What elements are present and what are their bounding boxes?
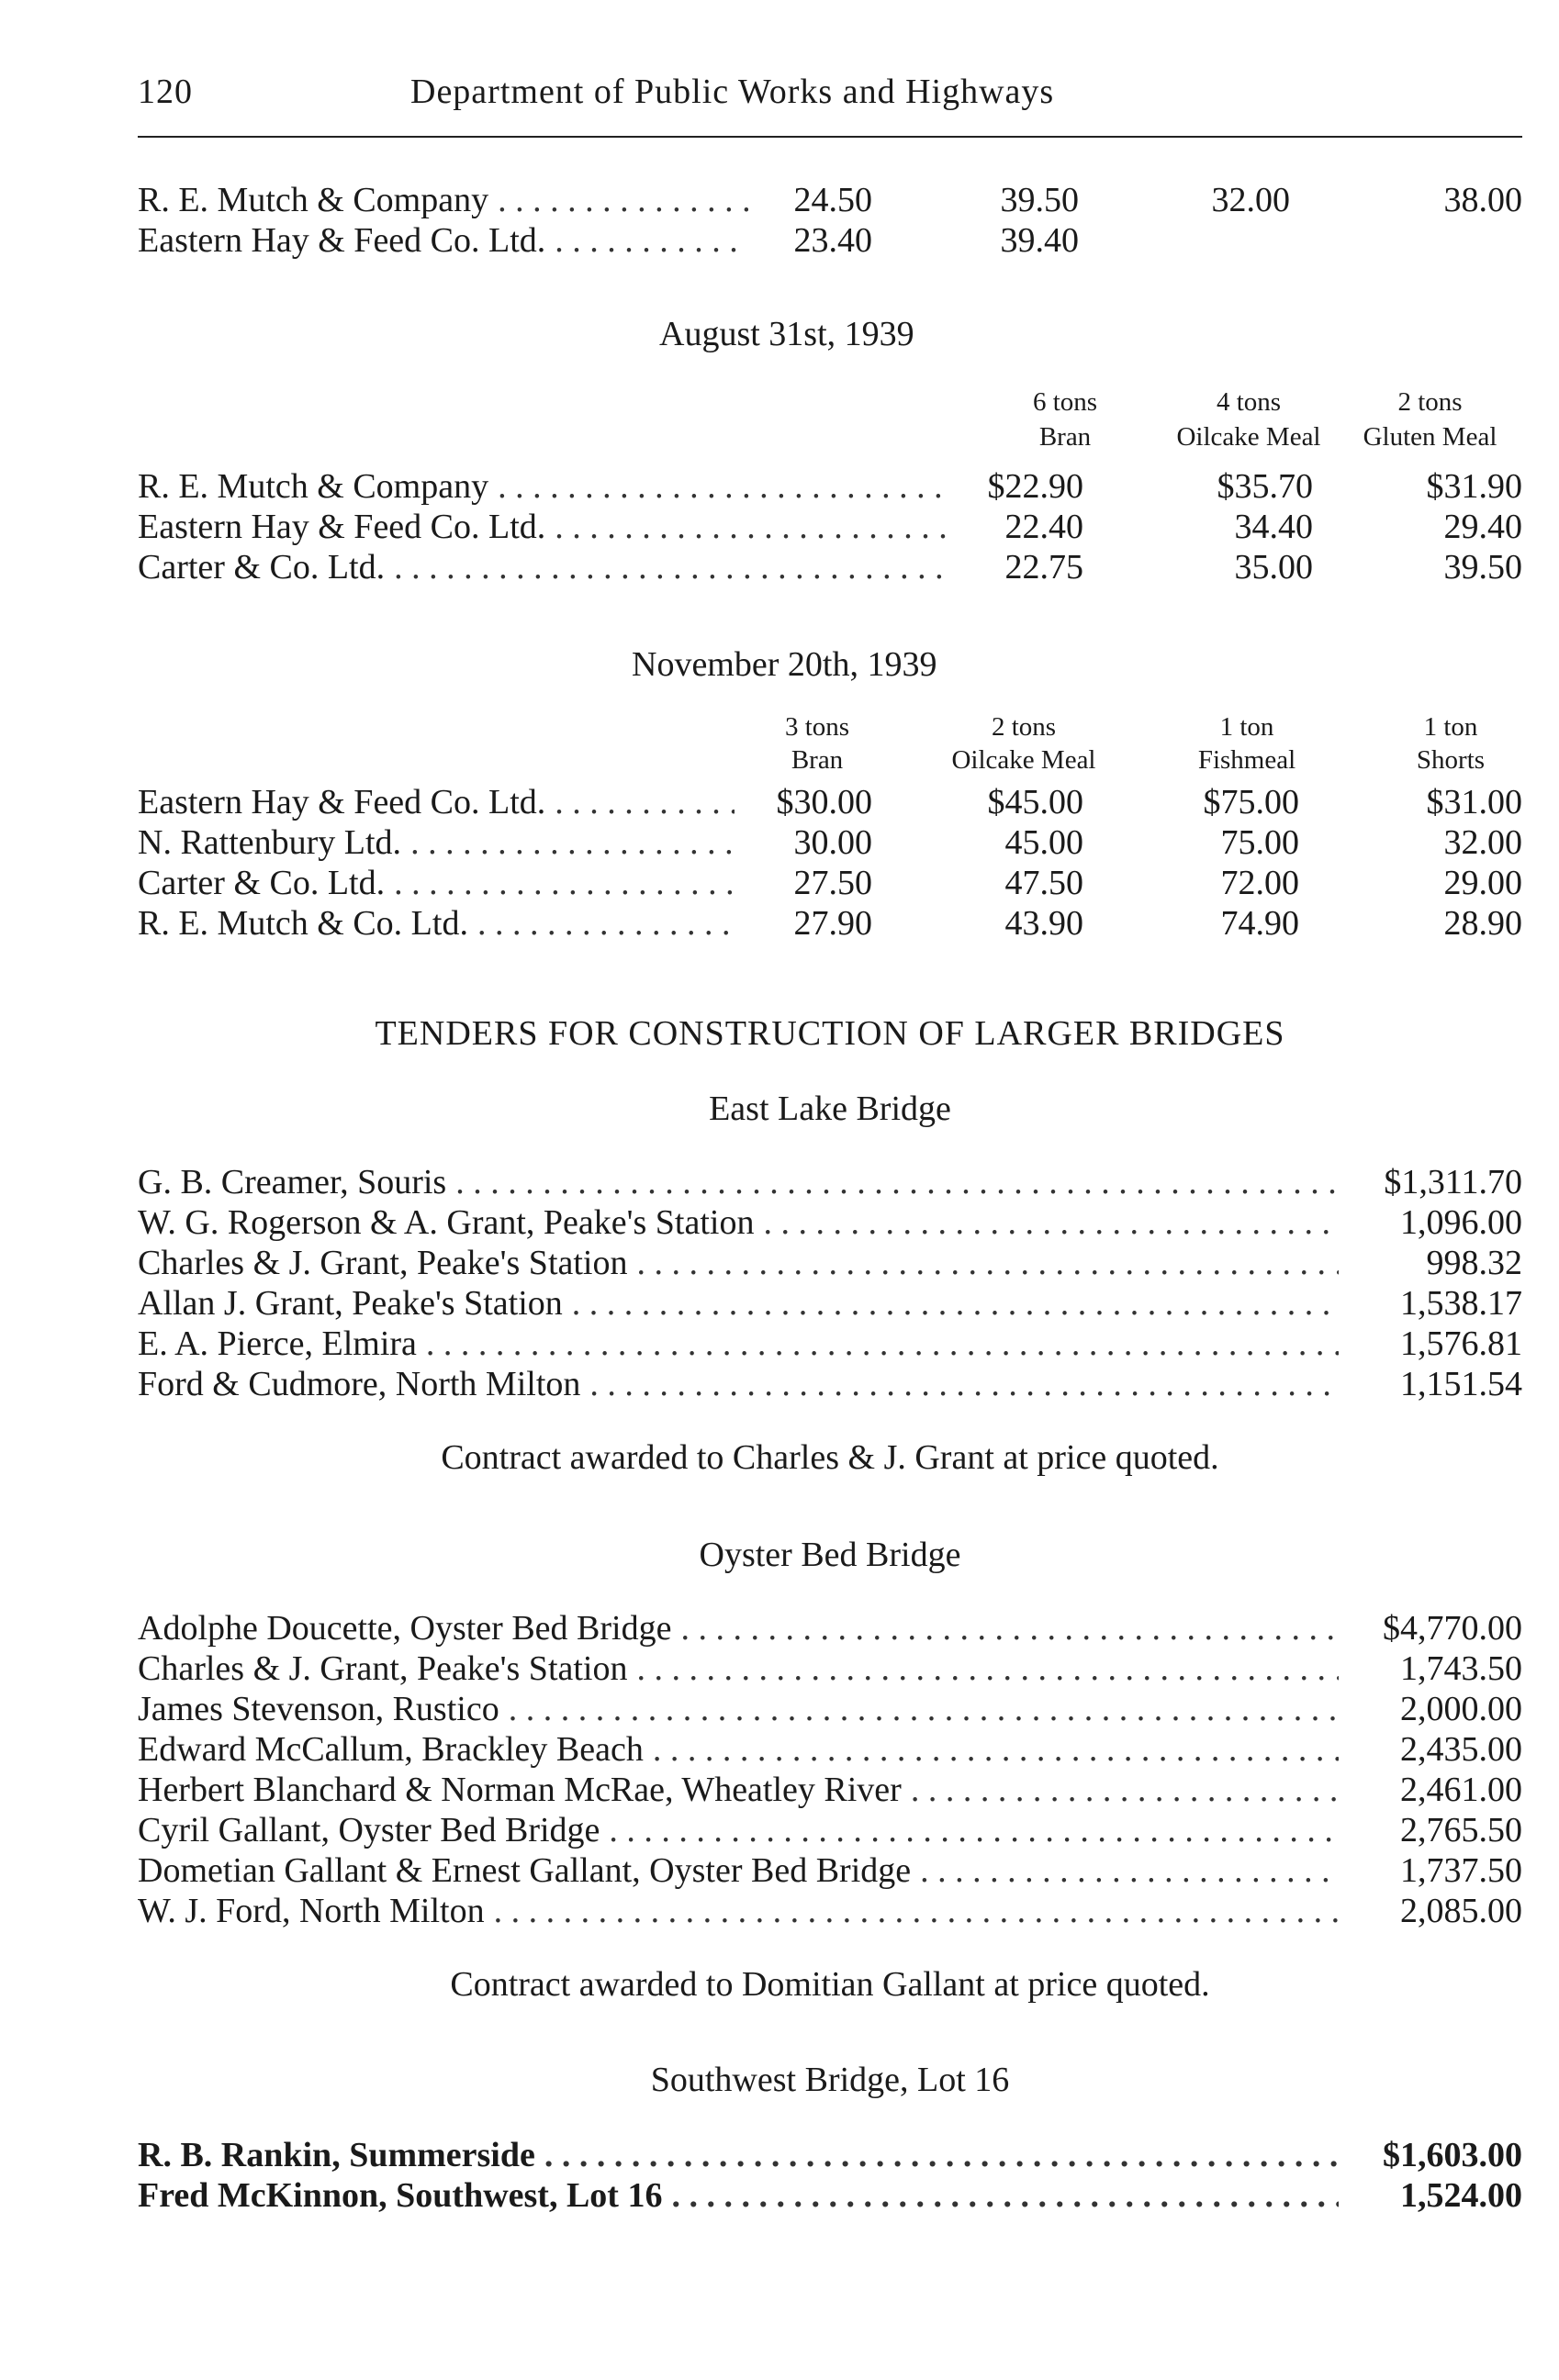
column-item: Shorts xyxy=(1416,745,1486,775)
column-item: Fishmeal xyxy=(1197,745,1296,775)
list-item: Charles & J. Grant, Peake's Station . . . 998.32 xyxy=(138,1243,1522,1283)
page-number: 120 xyxy=(138,73,193,111)
list-item: Edward McCallum, Brackley Beach . . . 2,435.00 xyxy=(138,1729,1522,1770)
list-item: R. B. Rankin, Summerside . . . $1,603.00 xyxy=(138,2135,1522,2175)
running-title: Department of Public Works and Highways xyxy=(410,73,1055,111)
column-item: Gluten Meal xyxy=(1363,422,1497,452)
column-qty: 1 ton xyxy=(1423,712,1478,742)
subsection-heading: Oyster Bed Bridge xyxy=(699,1536,961,1574)
table-row-name: Eastern Hay & Feed Co. Ltd. . . . xyxy=(138,507,946,547)
header-rule xyxy=(138,136,1522,138)
column-item: Bran xyxy=(791,745,844,775)
list-item: E. A. Pierce, Elmira . . . 1,576.81 xyxy=(138,1324,1522,1364)
list-item: Ford & Cudmore, North Milton . . . 1,151.54 xyxy=(138,1364,1522,1404)
list-item: Adolphe Doucette, Oyster Bed Bridge . . . $4,770.00 xyxy=(138,1608,1522,1648)
column-item: Oilcake Meal xyxy=(1176,422,1321,452)
table-cell: $22.90 xyxy=(987,467,1083,506)
table-cell: 43.90 xyxy=(1004,904,1083,943)
award-note: Contract awarded to Domitian Gallant at price quoted. xyxy=(450,1965,1210,2004)
table-row-name: R. E. Mutch & Company . . . xyxy=(138,180,748,220)
list-item: Herbert Blanchard & Norman McRae, Wheatley River . . . 2,461.00 xyxy=(138,1770,1522,1810)
column-qty: 6 tons xyxy=(1032,387,1098,417)
table-cell: 22.75 xyxy=(1004,548,1083,587)
column-qty: 2 tons xyxy=(1397,387,1463,417)
table-cell: 35.00 xyxy=(1234,548,1313,587)
table-cell: 28.90 xyxy=(1443,904,1522,943)
table-cell: $31.90 xyxy=(1426,467,1522,506)
document-page xyxy=(138,0,1522,2380)
section-heading: August 31st, 1939 xyxy=(659,315,914,353)
list-item: W. G. Rogerson & A. Grant, Peake's Station . . . 1,096.00 xyxy=(138,1202,1522,1243)
table-row-name: Carter & Co. Ltd. . . . xyxy=(138,863,735,903)
subsection-heading: Southwest Bridge, Lot 16 xyxy=(650,2061,1010,2099)
column-item: Bran xyxy=(1038,422,1092,452)
table-row-name: N. Rattenbury Ltd. . . . xyxy=(138,822,735,863)
table-row-name: Eastern Hay & Feed Co. Ltd. . . . xyxy=(138,220,748,261)
table-cell: 32.00 xyxy=(1211,181,1290,219)
table-cell: 27.50 xyxy=(793,864,872,902)
table-cell: 30.00 xyxy=(793,823,872,862)
list-item: Dometian Gallant & Ernest Gallant, Oyster Bed Bridge . . . 1,737.50 xyxy=(138,1850,1522,1891)
table-cell: $35.70 xyxy=(1217,467,1313,506)
table-cell: 75.00 xyxy=(1220,823,1299,862)
column-qty: 2 tons xyxy=(991,712,1057,742)
table-row-name: R. E. Mutch & Company . . . xyxy=(138,466,946,507)
table-cell: 23.40 xyxy=(793,221,872,260)
table-cell: $30.00 xyxy=(776,783,872,821)
table-row-name: Carter & Co. Ltd. . . . xyxy=(138,547,946,587)
award-note: Contract awarded to Charles & J. Grant at price quoted. xyxy=(441,1438,1219,1477)
list-item: Allan J. Grant, Peake's Station . . . 1,538.17 xyxy=(138,1283,1522,1324)
section-title: TENDERS FOR CONSTRUCTION OF LARGER BRIDGES xyxy=(375,1014,1285,1053)
table-cell: 34.40 xyxy=(1234,508,1313,546)
running-head xyxy=(138,72,1522,136)
table-cell: 38.00 xyxy=(1443,181,1522,219)
column-qty: 3 tons xyxy=(784,712,850,742)
table-cell: 22.40 xyxy=(1004,508,1083,546)
table-row-name: Eastern Hay & Feed Co. Ltd. . . . xyxy=(138,782,735,822)
section-heading: November 20th, 1939 xyxy=(632,645,937,684)
table-cell: 27.90 xyxy=(793,904,872,943)
table-cell: 45.00 xyxy=(1004,823,1083,862)
list-item: W. J. Ford, North Milton . . . 2,085.00 xyxy=(138,1891,1522,1931)
table-cell: 32.00 xyxy=(1443,823,1522,862)
column-qty: 4 tons xyxy=(1216,387,1282,417)
table-cell: 29.00 xyxy=(1443,864,1522,902)
list-item: Cyril Gallant, Oyster Bed Bridge . . . 2,765.50 xyxy=(138,1810,1522,1850)
column-qty: 1 ton xyxy=(1219,712,1274,742)
table-cell: $45.00 xyxy=(987,783,1083,821)
subsection-heading: East Lake Bridge xyxy=(709,1089,951,1128)
table-cell: 29.40 xyxy=(1443,508,1522,546)
table-cell: $31.00 xyxy=(1426,783,1522,821)
table-cell: 39.40 xyxy=(1000,221,1079,260)
table-cell: 47.50 xyxy=(1004,864,1083,902)
list-item: James Stevenson, Rustico . . . 2,000.00 xyxy=(138,1689,1522,1729)
column-item: Oilcake Meal xyxy=(951,745,1096,775)
table-cell: 39.50 xyxy=(1443,548,1522,587)
table-cell: 74.90 xyxy=(1220,904,1299,943)
table-row-name: R. E. Mutch & Co. Ltd. . . . xyxy=(138,903,735,944)
table-cell: 72.00 xyxy=(1220,864,1299,902)
table-cell: 39.50 xyxy=(1000,181,1079,219)
list-item: Charles & J. Grant, Peake's Station . . . 1,743.50 xyxy=(138,1648,1522,1689)
list-item: G. B. Creamer, Souris . . . $1,311.70 xyxy=(138,1162,1522,1202)
list-item: Fred McKinnon, Southwest, Lot 16 . . . 1,524.00 xyxy=(138,2175,1522,2216)
table-cell: 24.50 xyxy=(793,181,872,219)
table-cell: $75.00 xyxy=(1203,783,1299,821)
